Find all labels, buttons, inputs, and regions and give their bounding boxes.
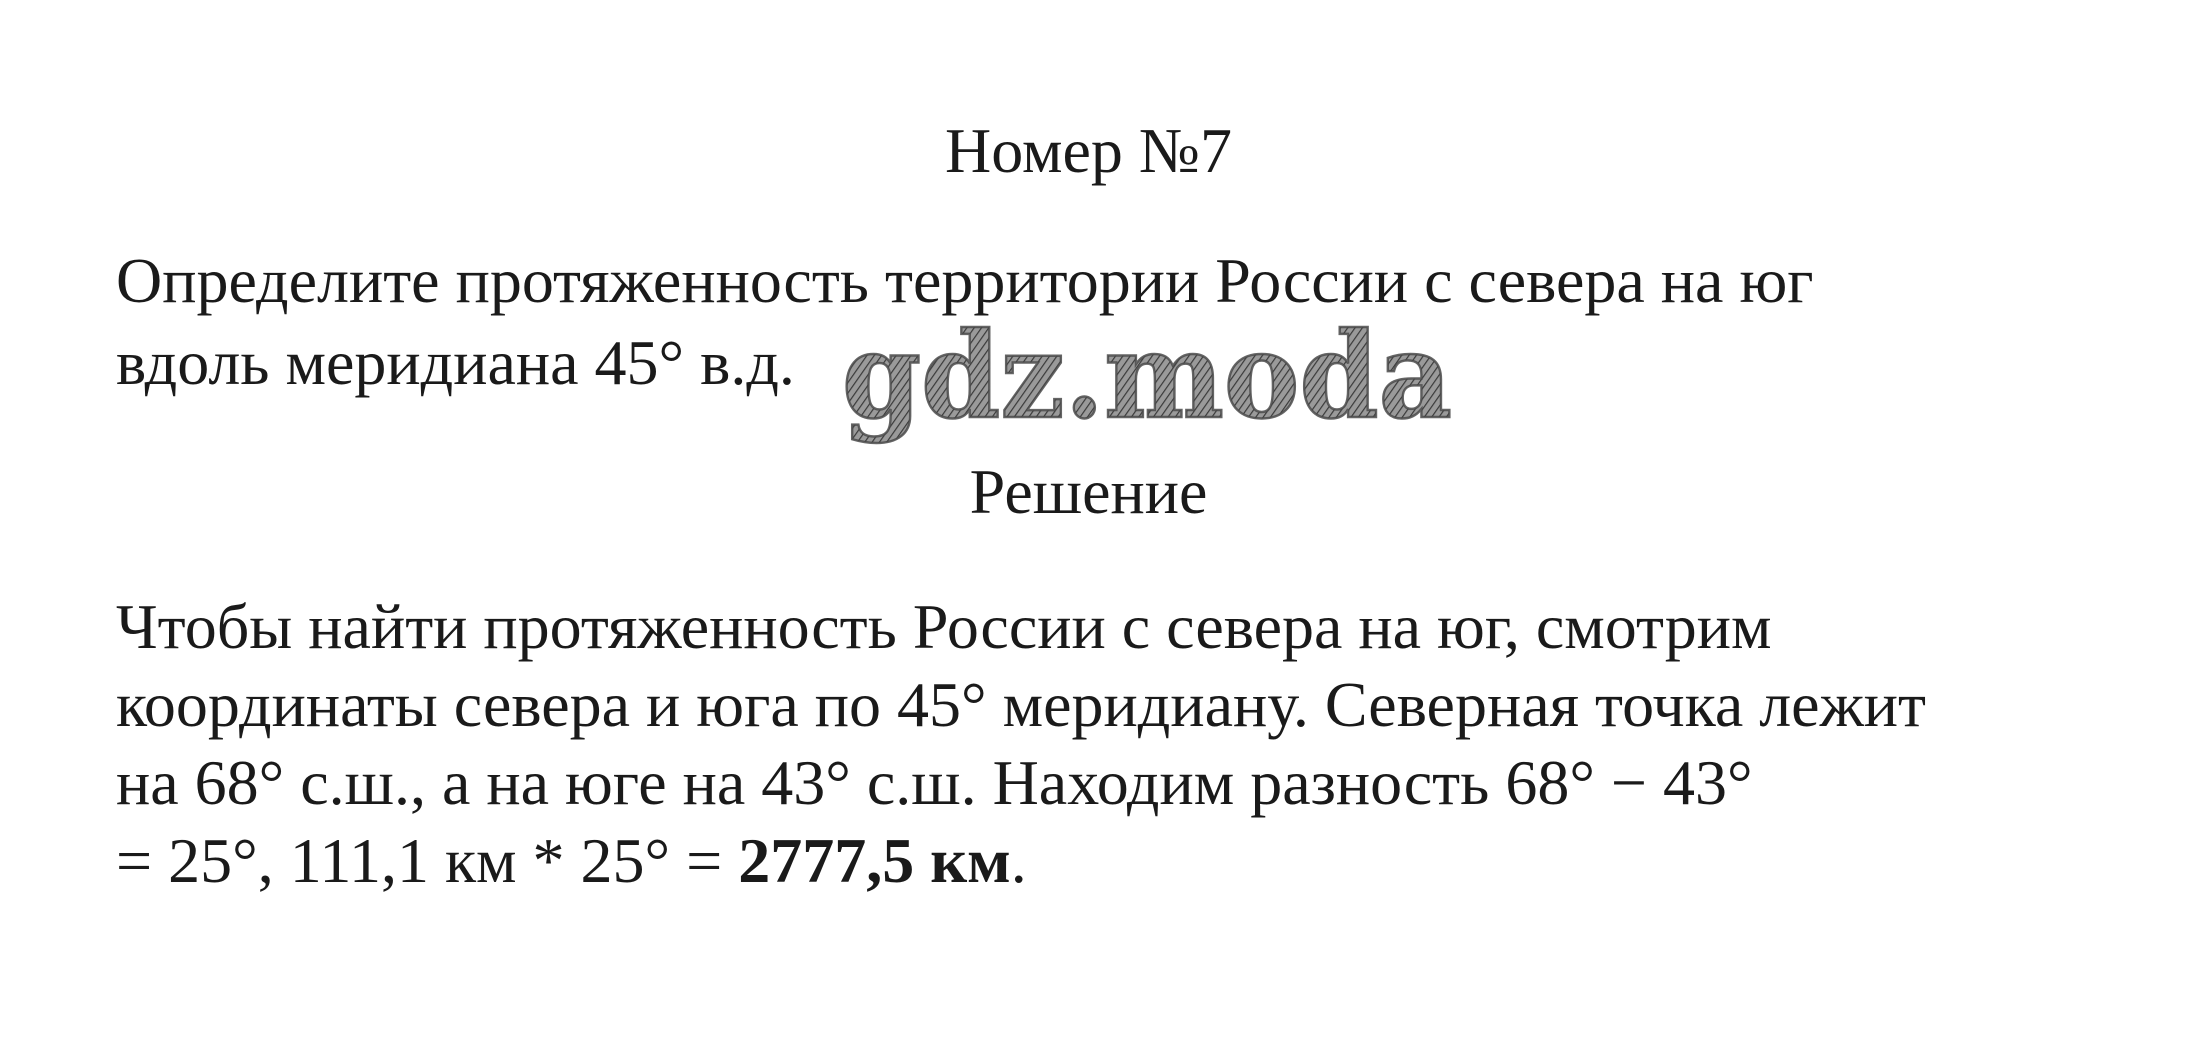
answer-line: Чтобы найти протяженность России с севера на юг, смотрим <box>116 591 1772 662</box>
answer-line: на 68° с.ш., а на юге на 43° с.ш. Находим разность 68° − 43° <box>116 747 1753 818</box>
answer-final-line <box>116 822 2116 900</box>
answer-line: координаты севера и юга по 45° меридиану. Северная точка лежит <box>116 669 1926 740</box>
question-line: Определите протяженность территории России с севера на юг <box>116 245 1814 316</box>
question-line: вдоль меридиана 45° в.д. <box>116 327 795 398</box>
solution-heading: Решение <box>969 456 1208 527</box>
answer-calculation: = 25°, 111,1 км * 25° = <box>116 825 739 896</box>
answer-period: . <box>1010 825 1027 896</box>
answer-text <box>116 588 2116 900</box>
page-title: Номер №7 <box>945 115 1232 186</box>
watermark-text: gdz.moda <box>842 312 1452 445</box>
watermark-logo <box>838 312 1458 452</box>
answer-result: 2777,5 км <box>738 825 1011 896</box>
